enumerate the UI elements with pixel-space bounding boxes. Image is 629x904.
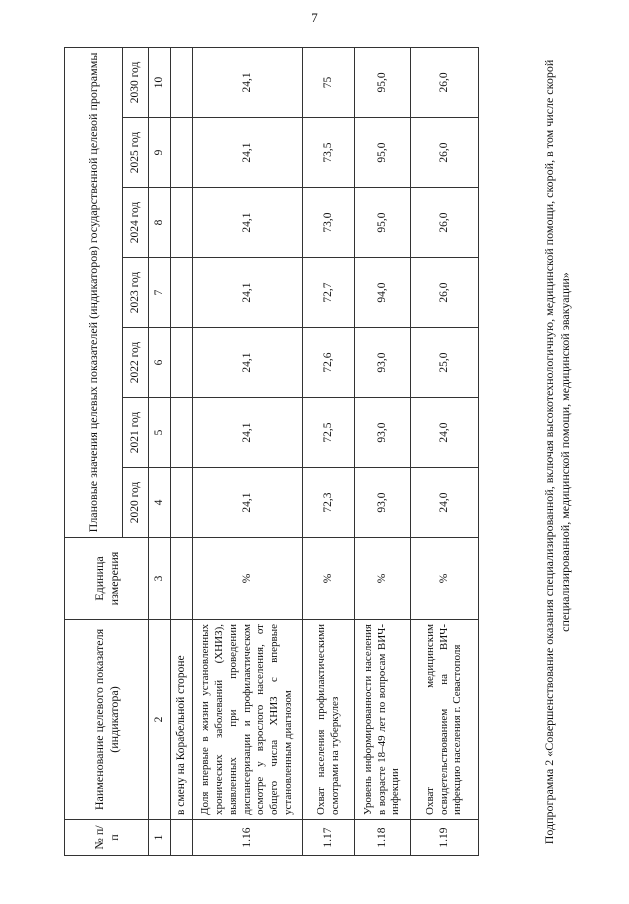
indicators-table <box>64 47 479 856</box>
header-name: Наименование целевого показателя (индикатора) <box>65 620 149 820</box>
value-cell: 24,1 <box>193 468 303 538</box>
header-no: № п/п <box>65 820 149 856</box>
value-cell: 24,1 <box>193 258 303 328</box>
rotated-table-page <box>64 48 579 856</box>
header-year: 2023 год <box>123 258 149 328</box>
row-number: 1.17 <box>303 820 355 856</box>
value-cell: 93,0 <box>355 468 411 538</box>
value-cell: 24,0 <box>411 468 479 538</box>
value-cell: 73,5 <box>303 118 355 188</box>
value-cell: 26,0 <box>411 118 479 188</box>
unit-cell: % <box>411 538 479 620</box>
header-year: 2022 год <box>123 328 149 398</box>
value-cell: 73,0 <box>303 188 355 258</box>
header-plan: Плановые значения целевых показателей (индикаторов) государственной целевой программы <box>65 47 123 537</box>
column-number: 5 <box>149 398 171 468</box>
unit-cell: % <box>355 538 411 620</box>
value-cell: 24,1 <box>193 47 303 117</box>
value-cell: 25,0 <box>411 328 479 398</box>
column-number: 10 <box>149 47 171 117</box>
unit-cell: % <box>193 538 303 620</box>
column-number: 1 <box>149 820 171 856</box>
value-cell: 72,3 <box>303 468 355 538</box>
header-year: 2030 год <box>123 47 149 117</box>
value-cell: 93,0 <box>355 398 411 468</box>
value-cell: 26,0 <box>411 188 479 258</box>
table-row <box>193 47 303 855</box>
value-cell: 24,1 <box>193 328 303 398</box>
subprogram-heading: Подпрограмма 2 «Совершенствование оказания специализированной, включая высокотехнологичную, медицинской помощи, скорой, в том числе скорой специализированной, медицинской помощи, медицинской эвакуации» <box>542 59 572 845</box>
value-cell: 72,5 <box>303 398 355 468</box>
column-number: 8 <box>149 188 171 258</box>
value-cell: 93,0 <box>355 328 411 398</box>
indicator-name: Охват медицинским освидетельствованием на ВИЧ-инфекцию населения г. Севастополя <box>411 620 479 820</box>
value-cell: 24,1 <box>193 188 303 258</box>
value-cell: 95,0 <box>355 47 411 117</box>
value-cell: 24,0 <box>411 398 479 468</box>
value-cell: 24,1 <box>193 118 303 188</box>
continuation-text: в смену на Корабельной стороне <box>171 620 193 820</box>
value-cell: 95,0 <box>355 188 411 258</box>
column-number: 9 <box>149 118 171 188</box>
column-number: 6 <box>149 328 171 398</box>
row-number: 1.16 <box>193 820 303 856</box>
header-year: 2020 год <box>123 468 149 538</box>
indicator-name: Охват населения профилактическими осмотрами на туберкулез <box>303 620 355 820</box>
header-unit: Единица измерения <box>65 538 149 620</box>
value-cell: 95,0 <box>355 118 411 188</box>
value-cell: 26,0 <box>411 258 479 328</box>
header-year: 2021 год <box>123 398 149 468</box>
header-year: 2024 год <box>123 188 149 258</box>
column-number: 2 <box>149 620 171 820</box>
column-number: 7 <box>149 258 171 328</box>
indicator-name: Уровень информированности населения в возрасте 18–49 лет по вопросам ВИЧ-инфекции <box>355 620 411 820</box>
value-cell: 26,0 <box>411 47 479 117</box>
column-number: 3 <box>149 538 171 620</box>
column-number: 4 <box>149 468 171 538</box>
row-number: 1.18 <box>355 820 411 856</box>
table-row <box>411 47 479 855</box>
value-cell: 94,0 <box>355 258 411 328</box>
value-cell: 72,7 <box>303 258 355 328</box>
table-row <box>303 47 355 855</box>
value-cell: 75 <box>303 47 355 117</box>
table-row <box>171 47 193 855</box>
page-number: 7 <box>311 10 318 25</box>
unit-cell: % <box>303 538 355 620</box>
row-number: 1.19 <box>411 820 479 856</box>
value-cell: 72,6 <box>303 328 355 398</box>
table-row <box>355 47 411 855</box>
value-cell: 24,1 <box>193 398 303 468</box>
header-year: 2025 год <box>123 118 149 188</box>
indicator-name: Доля впервые в жизни установленных хронических заболеваний (ХНИЗ), выявленных при проведении диспансеризации и профилактическом осмотре у взрослого населения, от общего числа ХНИЗ с впервые установленным диагнозом <box>193 620 303 820</box>
